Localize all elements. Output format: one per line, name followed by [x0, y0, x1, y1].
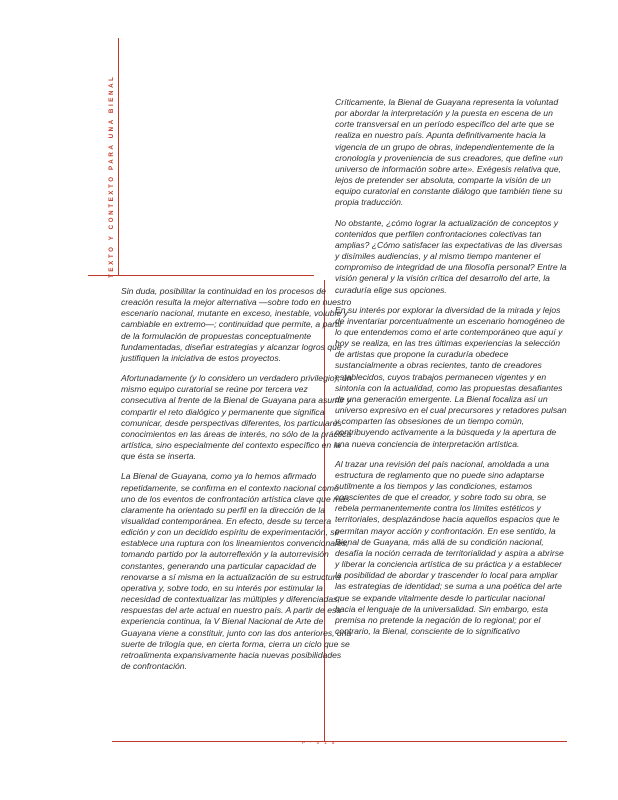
- right-paragraph: Críticamente, la Bienal de Guayana representa la voluntad por abordar la interpretación y la puesta en escena de un corte transversal en un período específico del arte que se realiza en nuestro país. Apunta definitivamente hacia la vigencia de un grupo de obras, independientemente de la cronología y proveniencia de sus creadores, que define «un universo de información sobre arte». Exégesis relativa que, lejos de pretender ser absoluta, comparte la visión de un equipo curatorial en constante diálogo que también tiene su propia traducción.: [335, 97, 563, 208]
- right-paragraph: No obstante, ¿cómo lograr la actualización de conceptos y contenidos que perfilen confrontaciones colectivas tan amplias? ¿Cómo satisfacer las expectativas de las diversas y disímiles audiencias, y al mismo tiempo mantener el compromiso de integridad de una filosofía personal? Entre la visión general y la visión crítica del desarrollo del arte, la curaduría elige sus opciones.: [335, 217, 567, 295]
- right-column: [335, 97, 567, 646]
- left-paragraph: Afortunadamente (y lo considero un verdadero privilegio), un mismo equipo curatorial se reúne por tercera vez consecutiva al frente de la Bienal de Guayana para asumir y compartir el reto dialógico y permanente que significa comunicar, desde perspectivas diferentes, los particulares conocimientos en las áreas de interés, no sólo de la práctica artística, sino especialmente del contexto específico en la que ésta se inserta.: [121, 373, 352, 462]
- header-rule-horizontal: [88, 275, 314, 276]
- right-paragraph: En su interés por explorar la diversidad de la mirada y lejos de inventariar porcentualmente un escenario homogéneo de lo que entendemos como el arte contemporáneo que aquí y hoy se realiza, en las tres últimas experiencias la selección de artistas que propone la curaduría obedece sustancialmente a obras recientes, tanto de creadores establecidos, cuyos trabajos permanecen vigentes y en sintonía con la actualidad, como las propuestas desafiantes de una generación emergente. La Bienal focaliza así un universo expresivo en el cual precursores y retadores pulsan y comparten las obsesiones de un tiempo común, contribuyendo activamente a la búsqueda y la apertura de una nueva conciencia de interpretación artística.: [335, 304, 567, 449]
- left-column: [121, 286, 353, 681]
- footer-rule-horizontal: [112, 741, 567, 742]
- right-paragraph: Al trazar una revisión del país nacional, amoldada a una estructura de reglamento que no puede sino adaptarse sutilmente a los tiempos y las condiciones, estamos conscientes de que el creador, y sobre todo su obra, se rebela permanentemente contra los límites estéticos y territoriales, desplazándose hacia aquellos espacios que le permitan mayor acción y confrontación. En ese sentido, la Bienal de Guayana, más allá de su condición nacional, desafía la noción cerrada de territorialidad y aspira a abrirse y liberar la conciencia artística de su práctica y a establecer la posibilidad de abordar y trascender lo local para ampliar las estrategias de identidad; se suma a una poética del arte que se expande vitalmente desde lo particular nacional hacia el lenguaje de la universalidad. Sin embargo, esta premisa no pretende la negación de lo regional; por el contrario, la Bienal, consciente de lo significativo: [335, 458, 564, 637]
- page-number: P · 0 1 5: [302, 741, 337, 746]
- left-paragraph: La Bienal de Guayana, como ya lo hemos afirmado repetidamente, se confirma en el contexto nacional como uno de los eventos de confrontación artística clave que más claramente ha orientado su perfil en la dirección de la visualidad contemporánea. En efecto, desde su tercera edición y con un decidido espíritu de experimentación, se establece una ruptura con los lineamientos convencionales, tomando partido por la autorreflexión y la autorrevisión constantes, generando una particular capacidad de renovarse a sí misma en la actualización de su estructura operativa y, sobre todo, en su interés por estimular la necesidad de contextualizar las múltiples y diferenciadas respuestas del arte actual en nuestro país. A partir de esa experiencia continua, la V Bienal Nacional de Arte de Guayana viene a constituir, junto con las dos anteriores, una suerte de trilogía que, en cierta forma, cierra un ciclo que se retroalimenta expansivamente hacia nuevas posibilidades de confrontación.: [121, 471, 352, 671]
- margin-rule-vertical: [118, 38, 119, 276]
- running-head: TEXTO Y CONTEXTO PARA UNA BIENAL: [108, 74, 115, 278]
- left-paragraph: Sin duda, posibilitar la continuidad en los procesos de creación resulta la mejor alternativa —sobre todo en nuestro escenario nacional, mutante en exceso, inestable, voluble y cambiable en extremo—; continuidad que permite, a partir de la formulación de propuestas conceptualmente fundamentadas, diseñar estrategias y alcanzar logros que justifiquen la iniciativa de estos proyectos.: [121, 286, 352, 363]
